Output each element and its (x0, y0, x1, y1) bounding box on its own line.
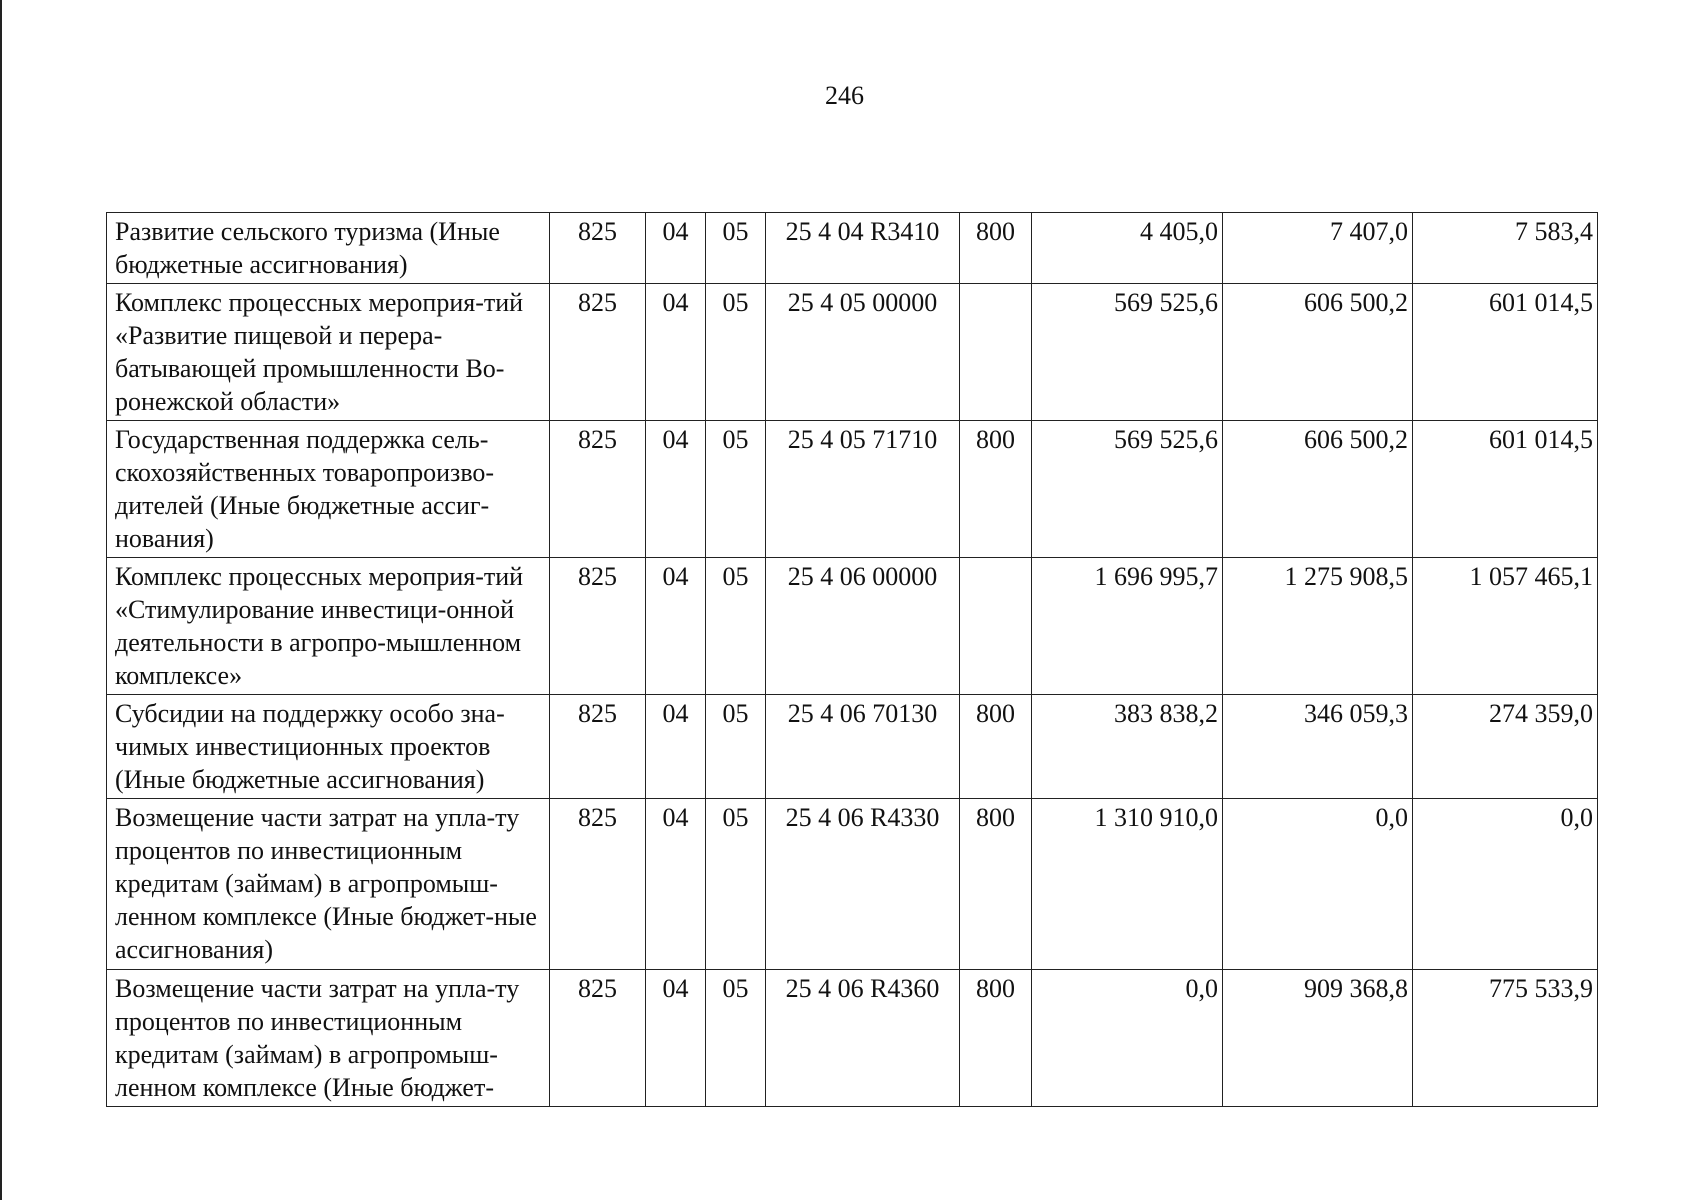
cell-year2: 0,0 (1223, 799, 1413, 970)
cell-csr: 25 4 06 00000 (766, 558, 960, 695)
cell-csr: 25 4 06 R4360 (766, 970, 960, 1107)
cell-year3: 601 014,5 (1413, 421, 1598, 558)
cell-csr: 25 4 04 R3410 (766, 213, 960, 284)
cell-grbs: 825 (550, 695, 646, 799)
cell-name: Возмещение части затрат на упла-ту процентов по инвестиционным кредитам (займам) в агропромыш-ленном комплексе (Иные бюджет-ные ассигнования) (107, 799, 550, 970)
cell-vr (960, 558, 1032, 695)
cell-name: Субсидии на поддержку особо зна-чимых инвестиционных проектов (Иные бюджетные ассигнования) (107, 695, 550, 799)
cell-pr: 05 (706, 695, 766, 799)
table-row (107, 799, 1598, 970)
cell-year3: 601 014,5 (1413, 284, 1598, 421)
cell-rz: 04 (646, 558, 706, 695)
cell-grbs: 825 (550, 558, 646, 695)
cell-year1: 569 525,6 (1032, 284, 1223, 421)
cell-year1: 383 838,2 (1032, 695, 1223, 799)
table-row (107, 970, 1598, 1107)
cell-year2: 7 407,0 (1223, 213, 1413, 284)
table-row (107, 695, 1598, 799)
budget-table (106, 212, 1598, 1107)
cell-grbs: 825 (550, 284, 646, 421)
cell-pr: 05 (706, 213, 766, 284)
cell-rz: 04 (646, 213, 706, 284)
cell-year1: 569 525,6 (1032, 421, 1223, 558)
cell-year3: 775 533,9 (1413, 970, 1598, 1107)
cell-name: Развитие сельского туризма (Иные бюджетные ассигнования) (107, 213, 550, 284)
cell-year1: 1 310 910,0 (1032, 799, 1223, 970)
cell-rz: 04 (646, 284, 706, 421)
cell-year1: 1 696 995,7 (1032, 558, 1223, 695)
cell-pr: 05 (706, 558, 766, 695)
cell-csr: 25 4 06 70130 (766, 695, 960, 799)
cell-grbs: 825 (550, 421, 646, 558)
cell-grbs: 825 (550, 799, 646, 970)
cell-year3: 7 583,4 (1413, 213, 1598, 284)
page-number: 246 (825, 81, 864, 110)
cell-pr: 05 (706, 421, 766, 558)
cell-name: Возмещение части затрат на упла-ту процентов по инвестиционным кредитам (займам) в агропромыш-ленном комплексе (Иные бюджет- (107, 970, 550, 1107)
cell-vr: 800 (960, 970, 1032, 1107)
cell-year3: 274 359,0 (1413, 695, 1598, 799)
cell-year1: 4 405,0 (1032, 213, 1223, 284)
cell-grbs: 825 (550, 213, 646, 284)
page-edge-line (0, 0, 2, 1200)
cell-year3: 0,0 (1413, 799, 1598, 970)
cell-rz: 04 (646, 421, 706, 558)
table-row (107, 421, 1598, 558)
cell-vr: 800 (960, 695, 1032, 799)
cell-year2: 1 275 908,5 (1223, 558, 1413, 695)
cell-name: Комплекс процессных мероприя-тий «Стимулирование инвестици-онной деятельности в агропро-мышленном комплексе» (107, 558, 550, 695)
table-row (107, 284, 1598, 421)
cell-name: Комплекс процессных мероприя-тий «Развитие пищевой и перера-батывающей промышленности Во-ронежской области» (107, 284, 550, 421)
cell-pr: 05 (706, 970, 766, 1107)
table-row (107, 558, 1598, 695)
cell-rz: 04 (646, 799, 706, 970)
cell-year2: 606 500,2 (1223, 421, 1413, 558)
cell-rz: 04 (646, 970, 706, 1107)
cell-year2: 606 500,2 (1223, 284, 1413, 421)
cell-vr (960, 284, 1032, 421)
cell-csr: 25 4 05 71710 (766, 421, 960, 558)
cell-name: Государственная поддержка сель-скохозяйственных товаропроизво-дителей (Иные бюджетные ассиг-нования) (107, 421, 550, 558)
cell-year2: 346 059,3 (1223, 695, 1413, 799)
cell-csr: 25 4 06 R4330 (766, 799, 960, 970)
cell-year2: 909 368,8 (1223, 970, 1413, 1107)
cell-grbs: 825 (550, 970, 646, 1107)
cell-pr: 05 (706, 799, 766, 970)
table-row (107, 213, 1598, 284)
cell-vr: 800 (960, 799, 1032, 970)
cell-year1: 0,0 (1032, 970, 1223, 1107)
cell-pr: 05 (706, 284, 766, 421)
cell-csr: 25 4 05 00000 (766, 284, 960, 421)
cell-year3: 1 057 465,1 (1413, 558, 1598, 695)
cell-vr: 800 (960, 421, 1032, 558)
cell-rz: 04 (646, 695, 706, 799)
cell-vr: 800 (960, 213, 1032, 284)
